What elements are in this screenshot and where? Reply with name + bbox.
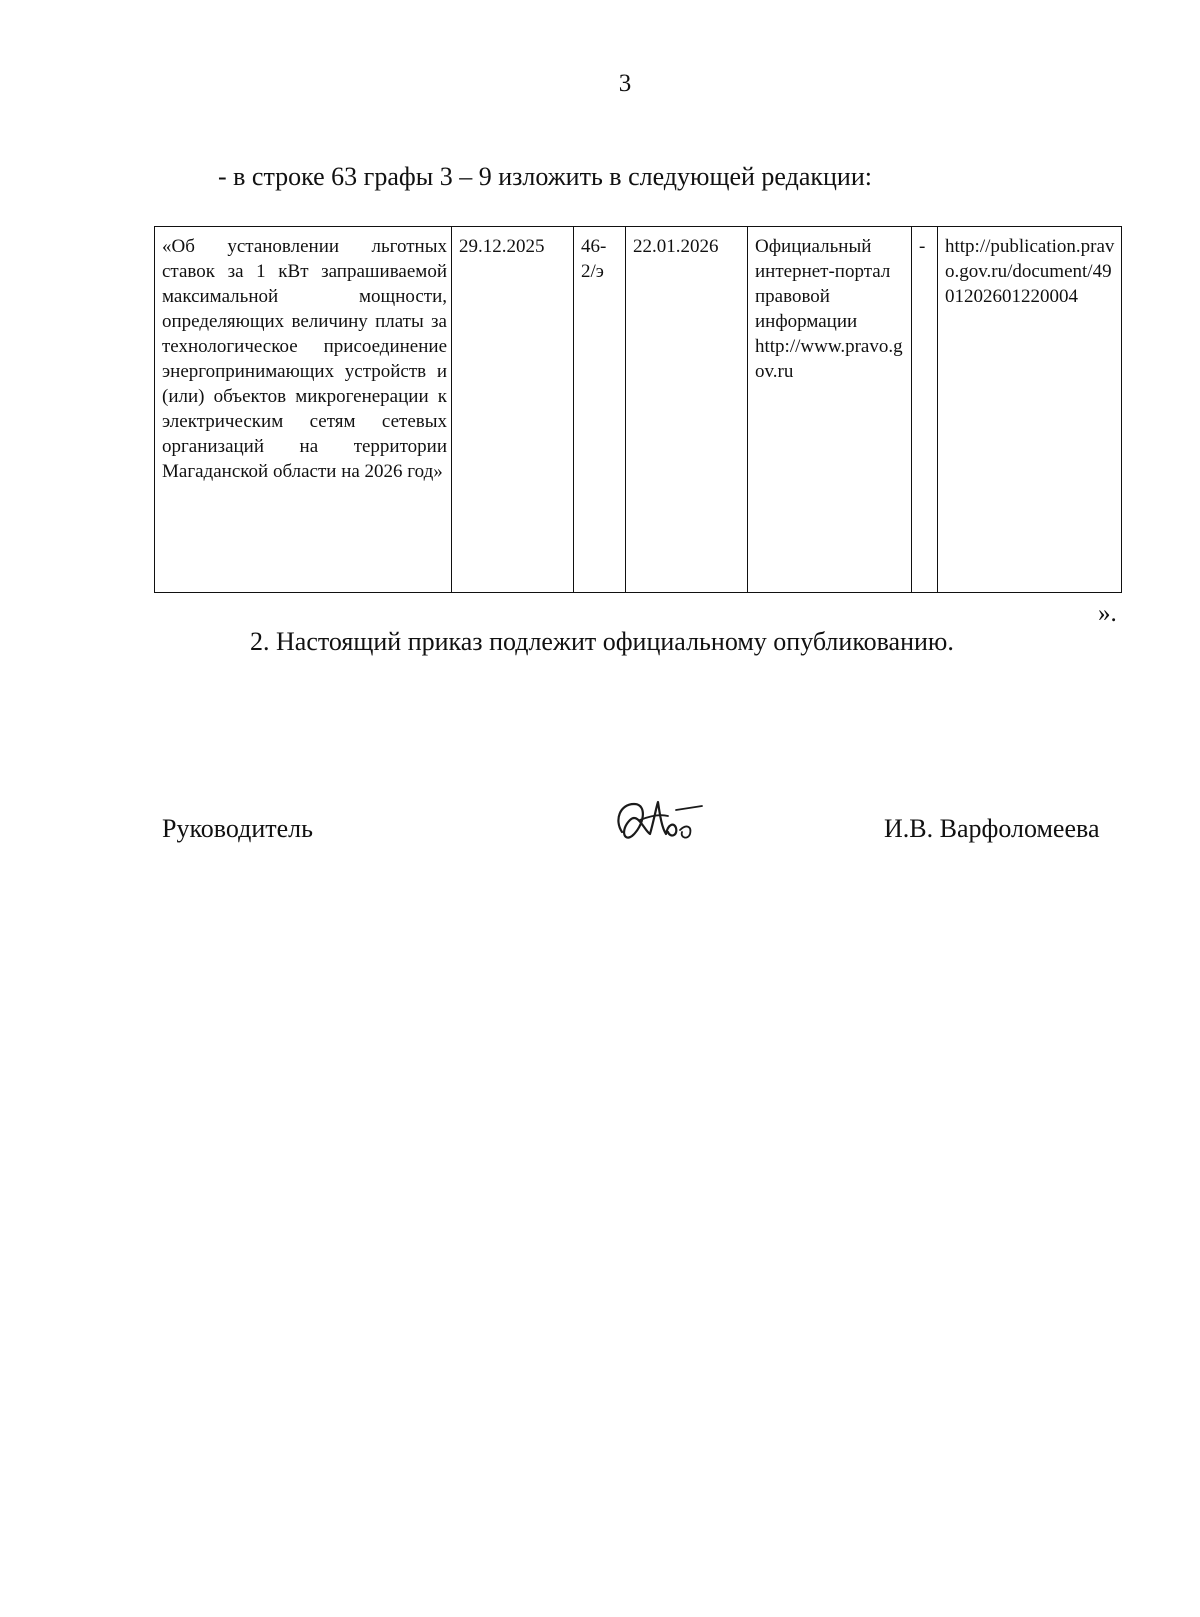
table-row <box>155 227 1122 593</box>
signer-name: И.В. Варфоломеева <box>884 814 1100 843</box>
publication-source-cell: Официальный интернет-портал правовой информации http://www.pravo.gov.ru <box>748 227 912 593</box>
publication-link-cell: http://publication.pravo.gov.ru/document/4901202601220004 <box>938 227 1122 593</box>
handwritten-signature-icon <box>610 790 706 856</box>
signer-role: Руководитель <box>162 814 313 843</box>
amendment-table <box>154 226 1122 593</box>
adoption-date-cell: 29.12.2025 <box>452 227 574 593</box>
publication-date-cell: 22.01.2026 <box>626 227 748 593</box>
amendment-instruction: - в строке 63 графы 3 – 9 изложить в следующей редакции: <box>218 162 872 191</box>
document-number-cell: 46-2/э <box>574 227 626 593</box>
document-title-cell: «Об установлении льготных ставок за 1 кВт запрашиваемой максимальной мощности, определяющих величину платы за технологическое присоединение энергопринимающих устройств и (или) объектов микрогенерации к электрическим сетям сетевых организаций на территории Магаданской области на 2026 год» <box>155 227 452 593</box>
publication-clause: 2. Настоящий приказ подлежит официальному опубликованию. <box>250 627 954 656</box>
dash-cell: - <box>912 227 938 593</box>
page-number: 3 <box>618 70 632 97</box>
closing-quote: ». <box>1098 600 1117 627</box>
